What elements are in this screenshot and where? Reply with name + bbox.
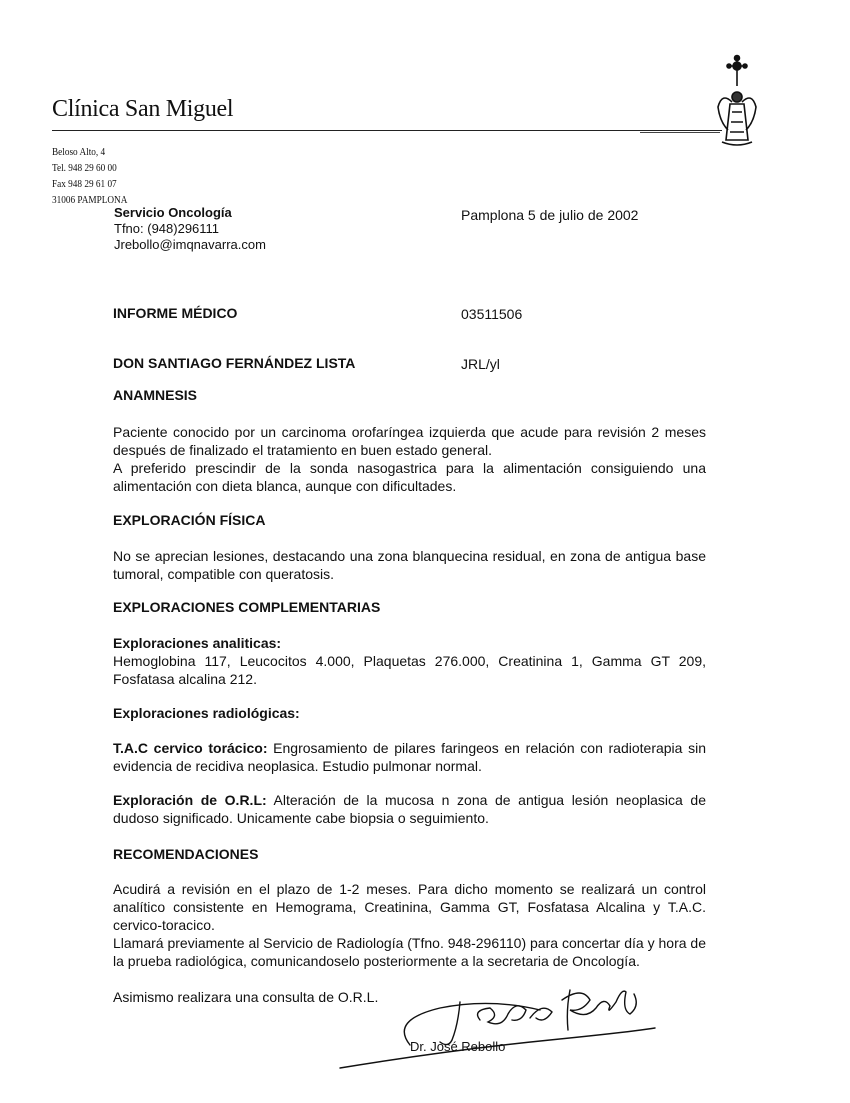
handwritten-signature-icon <box>330 980 670 1075</box>
physical-exam-text: No se aprecian lesiones, destacando una zona blanquecina residual, en zona de antigua base tumoral, compatible con queratosis. <box>113 548 706 583</box>
anamnesis-heading: ANAMNESIS <box>113 387 198 403</box>
ent-result <box>113 791 706 827</box>
physical-exam-heading: EXPLORACIÓN FÍSICA <box>113 512 266 528</box>
ent-label: Exploración de O.R.L: <box>113 792 267 808</box>
report-ref: JRL/yl <box>461 356 500 372</box>
anamnesis-text: Paciente conocido por un carcinoma orofaríngea izquierda que acude para revisión 2 meses después de finalizado el tratamiento en buen estado general. <box>113 424 706 459</box>
address-line: 31006 PAMPLONA <box>52 195 128 206</box>
recommendations-text: Acudirá a revisión en el plazo de 1-2 meses. Para dicho momento se realizará un control analítico consistente en Hemograma, Creatinina, Gamma GT, Fosfatasa Alcalina y T.A.C. cervico-toracico. <box>113 881 706 934</box>
radiology-heading: Exploraciones radiológicas: <box>113 705 300 721</box>
service-phone: Tfno: (948)296111 <box>114 221 220 236</box>
service-name: Servicio Oncología <box>114 205 232 220</box>
address-line: Tel. 948 29 60 00 <box>52 163 117 174</box>
report-title: INFORME MÉDICO <box>113 305 238 321</box>
ct-result <box>113 739 706 775</box>
address-line: Fax 948 29 61 07 <box>52 179 117 190</box>
service-info <box>114 205 266 253</box>
report-number: 03511506 <box>461 306 523 322</box>
clinic-address <box>52 145 127 209</box>
address-line: Beloso Alto, 4 <box>52 147 106 158</box>
recommendations-text-3: Asimismo realizara una consulta de O.R.L. <box>113 989 379 1005</box>
complementary-heading: EXPLORACIONES COMPLEMENTARIAS <box>113 599 381 615</box>
ent-text: Alteración de la mucosa n zona de antigua lesión neoplasica de dudoso significado. Unicamente cabe biopsia o seguimiento. <box>113 792 706 827</box>
service-email[interactable]: Jrebollo@imqnavarra.com <box>114 237 266 252</box>
signature-name: Dr. José Rebollo <box>410 1039 506 1054</box>
recommendations-text-2: Llamará previamente al Servicio de Radiología (Tfno. 948-296110) para concertar día y hora de la prueba radiológica, comunicandoselo posteriormente a la secretaria de Oncología. <box>113 935 706 970</box>
ct-text: Engrosamiento de pilares faringeos en relación con radioterapia sin evidencia de recidiva neoplasica. Estudio pulmonar normal. <box>113 740 707 775</box>
ct-label: T.A.C cervico torácico: <box>113 740 268 756</box>
lab-tests-heading: Exploraciones analiticas: <box>113 635 282 651</box>
patient-name: DON SANTIAGO FERNÁNDEZ LISTA <box>113 355 356 371</box>
letter-date: Pamplona 5 de julio de 2002 <box>461 207 639 223</box>
header-divider-accent <box>640 132 720 133</box>
header-divider <box>52 130 722 131</box>
recommendations-heading: RECOMENDACIONES <box>113 846 259 862</box>
clinic-logo-icon <box>712 52 762 152</box>
anamnesis-text-2: A preferido prescindir de la sonda nasogastrica para la alimentación consiguiendo una alimentación con dieta blanca, aunque con dificultades. <box>113 460 706 495</box>
clinic-name: Clínica San Miguel <box>52 96 234 122</box>
lab-tests-text: Hemoglobina 117, Leucocitos 4.000, Plaquetas 276.000, Creatinina 1, Gamma GT 209, Fosfatasa alcalina 212. <box>113 653 706 688</box>
